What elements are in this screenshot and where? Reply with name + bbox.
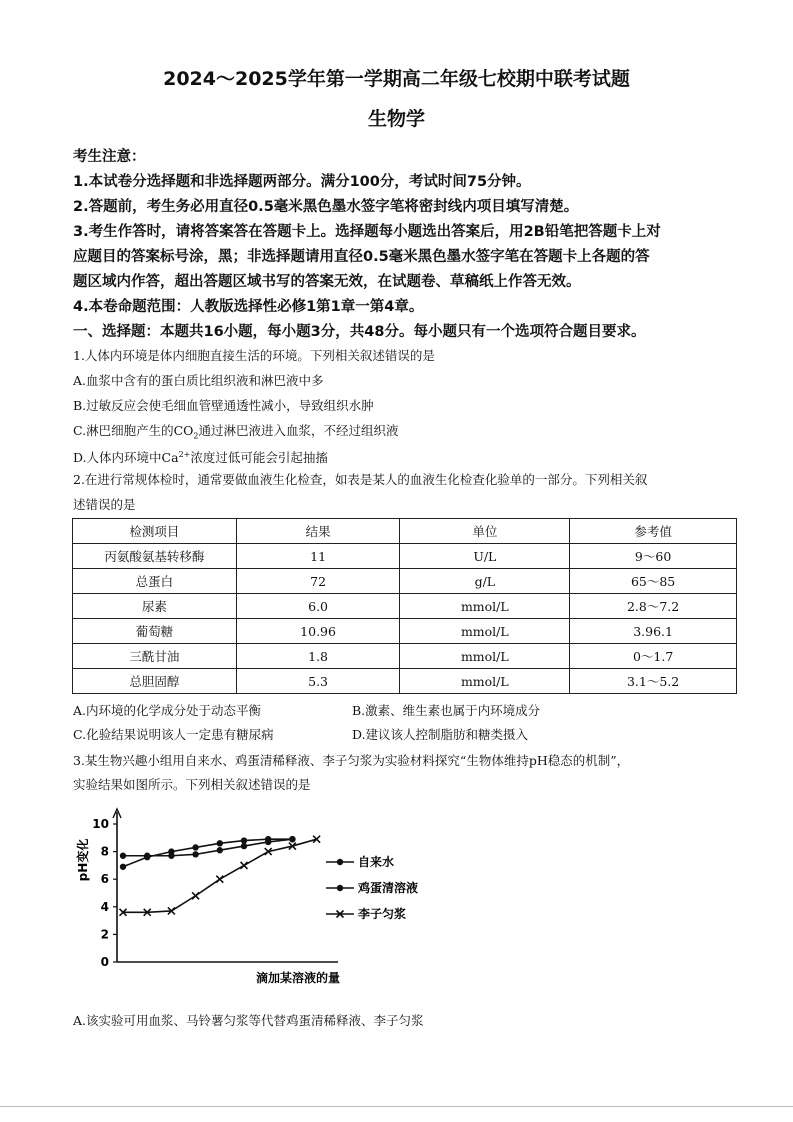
table-cell: mmol/L	[400, 644, 570, 669]
data-point	[241, 862, 248, 869]
table-cell: 10.96	[236, 619, 400, 644]
table-cell: 6.0	[236, 594, 400, 619]
table-row	[73, 644, 737, 669]
data-point	[168, 853, 174, 859]
table-cell: 总胆固醇	[73, 669, 237, 694]
question-2-stem: 2.在进行常规体检时，通常要做血液生化检查，如表是某人的血液生化检查化验单的一部分。下列相关叙	[73, 472, 648, 487]
y-tick-label: 10	[92, 817, 109, 831]
data-point	[144, 853, 150, 859]
legend-marker	[337, 885, 343, 891]
table-cell: mmol/L	[400, 594, 570, 619]
table-row	[73, 569, 737, 594]
table-header: 结果	[236, 519, 400, 544]
question-2-option-d: D.建议该人控制脂肪和糖类摄入	[352, 727, 529, 742]
section-heading: 一、选择题：本题共16小题，每小题3分，共48分。每小题只有一个选项符合题目要求。	[73, 324, 646, 340]
table-cell: 0～1.7	[570, 644, 737, 669]
table-row	[73, 669, 737, 694]
table-cell: 65～85	[570, 569, 737, 594]
y-tick-label: 0	[100, 955, 109, 969]
table-cell: g/L	[400, 569, 570, 594]
data-point	[289, 836, 295, 842]
table-cell: 尿素	[73, 594, 237, 619]
notice-item: 2.答题前，考生务必用直径0.5毫米黑色墨水签字笔将密封线内项目填写清楚。	[73, 199, 579, 215]
legend-label: 鸡蛋清溶液	[358, 881, 419, 895]
table-cell: U/L	[400, 544, 570, 569]
notice-item: 4.本卷命题范围：人教版选择性必修1第1章一第4章。	[73, 299, 424, 315]
page-bottom-rule	[0, 1106, 793, 1107]
table-cell: 72	[236, 569, 400, 594]
notice-item: 1.本试卷分选择题和非选择题两部分。满分100分，考试时间75分钟。	[73, 174, 531, 190]
question-1-option-d: D.人体内环境中$Ca^{2+}$浓度过低可能会引起抽搐	[73, 450, 328, 466]
x-axis-label: 滴加某溶液的量	[255, 971, 341, 985]
table-header: 单位	[400, 519, 570, 544]
y-tick-label: 2	[100, 927, 109, 942]
data-point	[192, 892, 199, 899]
blood-test-table	[72, 518, 737, 694]
table-header-row	[73, 519, 737, 544]
table-header: 参考值	[570, 519, 737, 544]
legend-label: 李子匀浆	[358, 907, 407, 921]
chart-series-group	[120, 836, 321, 916]
question-1-option-c: C.淋巴细胞产生的$CO_2$通过淋巴液进入血浆，不经过组织液	[73, 423, 399, 441]
data-point	[217, 847, 223, 853]
data-point	[192, 851, 198, 857]
data-point	[241, 837, 247, 843]
y-tick-label: 8	[100, 844, 109, 859]
table-cell: 总蛋白	[73, 569, 237, 594]
subject-title: 生物学	[367, 108, 425, 130]
data-point	[192, 844, 198, 850]
table-cell: 5.3	[236, 669, 400, 694]
y-tick-label: 6	[100, 872, 109, 887]
table-row	[73, 544, 737, 569]
table-row	[73, 594, 737, 619]
table-cell: 9～60	[570, 544, 737, 569]
question-2-stem-cont: 述错误的是	[73, 497, 136, 512]
exam-title: 2024～2025学年第一学期高二年级七校期中联考试题	[163, 68, 630, 90]
data-point	[265, 839, 271, 845]
question-2-option-b: B.激素、维生素也属于内环境成分	[352, 703, 541, 718]
table-cell: mmol/L	[400, 619, 570, 644]
data-point	[120, 853, 126, 859]
table-cell: 葡萄糖	[73, 619, 237, 644]
data-point	[216, 876, 223, 883]
table-row	[73, 619, 737, 644]
notice-item: 应题目的答案标号涂，黑；非选择题请用直径0.5毫米黑色墨水签字笔在答题卡上各题的答	[73, 249, 650, 265]
legend-marker	[337, 859, 343, 865]
question-3-option-a: A.该实验可用血浆、马铃薯匀浆等代替鸡蛋清稀释液、李子匀浆	[73, 1013, 424, 1028]
question-3-stem: 3.某生物兴趣小组用自来水、鸡蛋清稀释液、李子匀浆为实验材料探究“生物体维持pH稳态的机制”，	[73, 753, 630, 768]
question-3-stem-cont: 实验结果如图所示。下列相关叙述错误的是	[73, 777, 311, 792]
data-point	[241, 843, 247, 849]
table-cell: 3.96.1	[570, 619, 737, 644]
question-2-option-c: C.化验结果说明该人一定患有糖尿病	[73, 727, 274, 742]
notice-heading: 考生注意：	[73, 149, 146, 165]
chart-legend	[326, 854, 418, 921]
question-1-option-b: B.过敏反应会使毛细血管壁通透性减小，导致组织水肿	[73, 398, 374, 413]
question-2-option-a: A.内环境的化学成分处于动态平衡	[73, 703, 262, 718]
notice-item: 3.考生作答时，请将答案答在答题卡上。选择题每小题选出答案后，用2B铅笔把答题卡上对	[73, 224, 661, 240]
table-cell: 2.8～7.2	[570, 594, 737, 619]
data-point	[120, 864, 126, 870]
table-cell: 3.1～5.2	[570, 669, 737, 694]
table-header: 检测项目	[73, 519, 237, 544]
y-tick-label: 4	[100, 899, 109, 914]
table-cell: 1.8	[236, 644, 400, 669]
notice-item: 题区域内作答，超出答题区域书写的答案无效，在试题卷、草稿纸上作答无效。	[73, 274, 581, 290]
legend-label: 自来水	[358, 855, 395, 869]
table-cell: 三酰甘油	[73, 644, 237, 669]
table-cell: 11	[236, 544, 400, 569]
question-1-stem: 1.人体内环境是体内细胞直接生活的环境。下列相关叙述错误的是	[73, 348, 435, 363]
question-1-option-a: A.血浆中含有的蛋白质比组织液和淋巴液中多	[73, 373, 324, 388]
ph-line-chart	[70, 800, 490, 990]
y-axis-label: pH变化	[76, 838, 90, 882]
data-point	[217, 840, 223, 846]
table-cell: mmol/L	[400, 669, 570, 694]
chart-axes	[75, 809, 340, 985]
table-cell: 丙氨酸氨基转移酶	[73, 544, 237, 569]
